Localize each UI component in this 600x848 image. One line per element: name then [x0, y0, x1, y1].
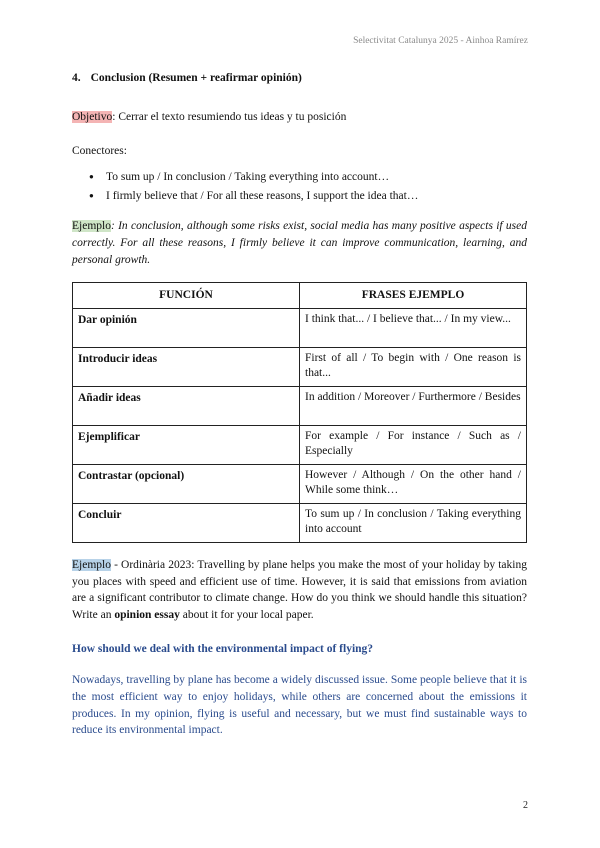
table-row [73, 504, 527, 543]
ejemplo-paragraph [72, 218, 527, 268]
exam-prompt-bold: opinion essay [114, 609, 180, 622]
objetivo-paragraph [72, 109, 527, 126]
table-row [73, 465, 527, 504]
table-row [73, 309, 527, 348]
table-cell-funcion: Dar opinión [73, 309, 300, 348]
section-number: 4. [72, 72, 81, 84]
page-number: 2 [523, 800, 528, 811]
table-cell-frases: For example / For instance / Such as / Especially [300, 426, 527, 465]
table-cell-funcion: Introducir ideas [73, 348, 300, 387]
exam-prompt-text: - Ordinària 2023: Travelling by plane helps you make the most of your holiday by taking you places with speed and efficient use of time. However, it is said that emissions from aviation are a significant contributor to climate change. How do you think we should handle this situation? Write an [72, 559, 527, 622]
table-cell-funcion: Ejemplificar [73, 426, 300, 465]
table-cell-frases: To sum up / In conclusion / Taking everything into account [300, 504, 527, 543]
essay-introduction: Nowadays, travelling by plane has become a widely discussed issue. Some people believe that it is the most efficient way to enjoy holidays, while others are concerned about the emissions it produces. In my opinion, flying is useful and necessary, but we must find sustainable ways to reduce its environmental impact. [72, 674, 527, 737]
table-row [73, 348, 527, 387]
list-item: ● To sum up / In conclusion / Taking everything into account… [106, 169, 527, 186]
objetivo-label: Objetivo [72, 110, 113, 123]
connectors-table [72, 282, 527, 543]
table-cell-funcion: Contrastar (opcional) [73, 465, 300, 504]
table-cell-funcion: Concluir [73, 504, 300, 543]
ejemplo-label: Ejemplo [72, 220, 111, 233]
table-header-funcion: FUNCIÓN [73, 283, 300, 309]
table-row [73, 426, 527, 465]
list-item: ● I firmly believe that / For all these reasons, I support the idea that… [106, 188, 527, 205]
table-header-frases: FRASES EJEMPLO [300, 283, 527, 309]
table-cell-frases: In addition / Moreover / Furthermore / Besides [300, 387, 527, 426]
table-row [73, 387, 527, 426]
table-cell-frases: First of all / To begin with / One reason is that... [300, 348, 527, 387]
conectores-label: Conectores: [72, 145, 127, 158]
exam-prompt-text-end: about it for your local paper. [179, 609, 314, 622]
objetivo-text: : Cerrar el texto resumiendo tus ideas y tu posición [112, 110, 347, 123]
table-cell-funcion: Añadir ideas [73, 387, 300, 426]
page-header: Selectivitat Catalunya 2025 - Ainhoa Ramírez [353, 36, 528, 46]
exam-prompt-paragraph [72, 557, 527, 624]
essay-title: How should we deal with the environmental impact of flying? [72, 642, 374, 655]
conectores-list [72, 169, 527, 204]
page-content [72, 70, 527, 739]
table-cell-frases: However / Although / On the other hand / While some think… [300, 465, 527, 504]
ejemplo-text: : In conclusion, although some risks exist, social media has many positive aspects if used correctly. For all these reasons, I firmly believe it can improve communication, learning, and personal growth. [72, 220, 527, 266]
table-cell-frases: I think that... / I believe that... / In my view... [300, 309, 527, 348]
exam-prompt-label: Ejemplo [72, 559, 111, 572]
section-title [72, 70, 527, 87]
section-title-text: Conclusion (Resumen + reafirmar opinión) [90, 72, 302, 84]
